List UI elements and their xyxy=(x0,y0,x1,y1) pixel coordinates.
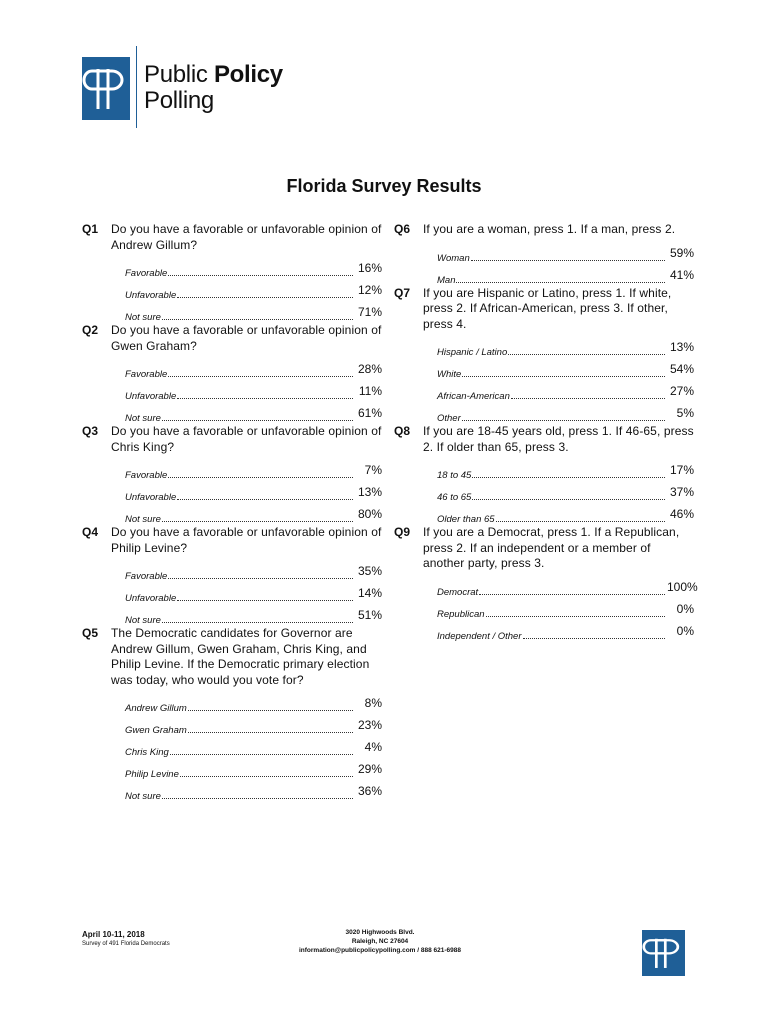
answer-value: 37% xyxy=(669,485,694,499)
right-column xyxy=(394,222,698,642)
answer-value: 51% xyxy=(357,608,382,622)
question-block xyxy=(394,286,694,425)
answer-label: African-American xyxy=(437,391,510,402)
question-text: If you are a Democrat, press 1. If a Republican, press 2. If an independent or a member of another party, press 3. xyxy=(423,525,680,570)
answer-value: 4% xyxy=(364,740,382,754)
left-column xyxy=(82,222,382,802)
answer-list xyxy=(125,358,382,424)
dot-leader xyxy=(162,520,353,522)
question-block xyxy=(394,424,694,525)
answer-value: 0% xyxy=(676,601,694,616)
answer-value: 46% xyxy=(669,507,694,521)
question-number: Q3 xyxy=(82,424,99,438)
answer-label: 18 to 45 xyxy=(437,470,472,481)
logo-word-policy: Policy xyxy=(213,61,283,88)
answer-label: Andrew Gillum xyxy=(125,703,187,714)
dot-leader xyxy=(162,419,353,421)
dot-leader xyxy=(456,281,665,283)
answer-row xyxy=(125,358,382,380)
answer-row xyxy=(125,560,382,582)
question-block xyxy=(82,323,382,424)
question-text: Do you have a favorable or unfavorable opinion of Chris King? xyxy=(111,424,382,454)
answer-label: Favorable xyxy=(125,470,168,481)
question-text: If you are Hispanic or Latino, press 1. If white, press 2. If African-American, press 3. If other, press 4. xyxy=(423,285,672,331)
dot-leader xyxy=(472,498,665,500)
answer-label: Not sure xyxy=(125,413,161,424)
answer-value: 8% xyxy=(364,696,382,710)
answer-label: Unfavorable xyxy=(125,290,177,301)
logo-wordmark xyxy=(144,62,283,114)
answer-label: Hispanic / Latino xyxy=(437,347,508,358)
answer-value: 7% xyxy=(364,463,382,477)
answer-label: Chris King xyxy=(125,747,169,758)
ppp-logo xyxy=(82,46,283,128)
answer-label: Unfavorable xyxy=(125,593,177,604)
question-number: Q6 xyxy=(394,222,411,236)
answer-row xyxy=(437,459,694,481)
dot-leader xyxy=(511,397,665,399)
answer-value: 28% xyxy=(357,362,382,376)
answer-row xyxy=(437,598,694,620)
answer-row xyxy=(125,301,382,323)
answer-label: Independent / Other xyxy=(437,630,522,642)
answer-label: Unfavorable xyxy=(125,391,177,402)
dot-leader xyxy=(188,709,353,711)
answer-row xyxy=(125,481,382,503)
answer-list xyxy=(437,336,694,424)
dot-leader xyxy=(523,637,665,639)
answer-value: 23% xyxy=(357,718,382,732)
answer-value: 59% xyxy=(669,245,694,260)
answer-row xyxy=(125,736,382,758)
answer-label: 46 to 65 xyxy=(437,492,472,503)
question-number: Q2 xyxy=(82,323,99,337)
answer-value: 17% xyxy=(669,463,694,477)
answer-list xyxy=(125,560,382,626)
answer-value: 35% xyxy=(357,564,382,578)
answer-list xyxy=(125,692,382,802)
question-number: Q1 xyxy=(82,222,99,236)
dot-leader xyxy=(162,621,353,623)
answer-row xyxy=(125,692,382,714)
logo-word-public: Public xyxy=(144,61,214,88)
answer-row xyxy=(437,242,694,264)
answer-row xyxy=(125,402,382,424)
answer-row xyxy=(437,402,694,424)
answer-label: Republican xyxy=(437,608,485,620)
answer-row xyxy=(125,380,382,402)
answer-label: Philip Levine xyxy=(125,769,179,780)
footer-left xyxy=(82,930,170,947)
answer-row xyxy=(437,503,694,525)
question-header xyxy=(394,525,694,572)
answer-label: Man xyxy=(437,274,456,286)
answer-value: 11% xyxy=(358,384,382,398)
answer-label: Not sure xyxy=(125,312,161,323)
dot-leader xyxy=(162,797,353,799)
answer-label: Favorable xyxy=(125,571,168,582)
answer-label: Gwen Graham xyxy=(125,725,187,736)
answer-row xyxy=(125,604,382,626)
footer-contact: information@publicpolicypolling.com / 888 621-6988 xyxy=(298,947,461,954)
question-header xyxy=(82,323,382,354)
answer-value: 41% xyxy=(669,267,694,282)
dot-leader xyxy=(471,259,665,261)
answer-list xyxy=(437,459,694,525)
question-number: Q9 xyxy=(394,525,411,539)
answer-value: 36% xyxy=(357,784,382,798)
answer-list xyxy=(437,242,694,286)
dot-leader xyxy=(462,375,665,377)
question-number: Q7 xyxy=(394,285,411,300)
question-number: Q5 xyxy=(82,626,99,640)
answer-value: 16% xyxy=(357,261,382,275)
dot-leader xyxy=(168,476,353,478)
question-number: Q4 xyxy=(82,525,99,539)
answer-row xyxy=(437,336,694,358)
answer-row xyxy=(125,459,382,481)
logo-word-polling: Polling xyxy=(144,87,214,114)
answer-label: Favorable xyxy=(125,268,168,279)
footer-address xyxy=(250,928,510,955)
dot-leader xyxy=(168,375,353,377)
dot-leader xyxy=(508,353,665,355)
answer-value: 0% xyxy=(676,623,694,638)
question-text: The Democratic candidates for Governor are Andrew Gillum, Gwen Graham, Chris King, and Philip Levine. If the Democratic primary election was today, who would you vote for? xyxy=(111,626,370,687)
dot-leader xyxy=(479,593,665,595)
footer-address-street: 3020 Highwoods Blvd. xyxy=(345,929,415,936)
answer-label: Older than 65 xyxy=(437,514,495,525)
answer-row xyxy=(125,257,382,279)
dot-leader xyxy=(177,296,353,298)
question-block xyxy=(82,222,382,323)
question-text: If you are 18-45 years old, press 1. If 46-65, press 2. If older than 65, press 3. xyxy=(423,424,694,454)
answer-list xyxy=(125,257,382,323)
dot-leader xyxy=(177,599,353,601)
answer-row xyxy=(437,620,694,642)
answer-list xyxy=(437,576,698,642)
question-block xyxy=(394,525,698,642)
question-text: If you are a woman, press 1. If a man, press 2. xyxy=(423,222,676,236)
question-header xyxy=(82,626,382,688)
footer-survey: Survey of 491 Florida Democrats xyxy=(82,941,170,947)
question-header xyxy=(394,424,694,455)
dot-leader xyxy=(486,615,665,617)
question-block xyxy=(82,525,382,626)
answer-value: 14% xyxy=(357,586,382,600)
footer-logo-icon xyxy=(642,930,685,976)
answer-list xyxy=(125,459,382,525)
answer-label: Unfavorable xyxy=(125,492,177,503)
dot-leader xyxy=(462,419,665,421)
ppp-logo-mark-icon xyxy=(82,57,130,120)
question-header xyxy=(82,424,382,455)
answer-label: Not sure xyxy=(125,791,161,802)
dot-leader xyxy=(180,775,353,777)
page-title: Florida Survey Results xyxy=(286,176,482,196)
answer-value: 12% xyxy=(357,283,382,297)
logo-divider xyxy=(136,46,137,128)
answer-row xyxy=(125,780,382,802)
question-block xyxy=(82,626,382,802)
dot-leader xyxy=(472,476,665,478)
question-text: Do you have a favorable or unfavorable opinion of Gwen Graham? xyxy=(111,323,382,353)
question-header xyxy=(394,286,694,333)
answer-value: 29% xyxy=(357,762,382,776)
footer-date: April 10-11, 2018 xyxy=(82,930,145,939)
answer-row xyxy=(125,503,382,525)
answer-value: 27% xyxy=(669,384,694,398)
answer-value: 61% xyxy=(357,406,382,420)
question-header xyxy=(82,525,382,556)
answer-row xyxy=(437,380,694,402)
answer-label: Favorable xyxy=(125,369,168,380)
answer-row xyxy=(125,582,382,604)
answer-label: Democrat xyxy=(437,586,479,598)
footer-address-city: Raleigh, NC 27604 xyxy=(351,938,409,945)
answer-label: Not sure xyxy=(125,514,161,525)
answer-row xyxy=(125,714,382,736)
question-text: Do you have a favorable or unfavorable opinion of Andrew Gillum? xyxy=(111,222,382,252)
dot-leader xyxy=(170,753,353,755)
answer-row xyxy=(437,481,694,503)
answer-row xyxy=(437,358,694,380)
dot-leader xyxy=(168,274,353,276)
question-text: Do you have a favorable or unfavorable opinion of Philip Levine? xyxy=(111,525,382,555)
answer-row xyxy=(125,758,382,780)
question-block xyxy=(394,222,694,286)
answer-label: White xyxy=(437,369,462,380)
answer-value: 71% xyxy=(357,305,382,319)
question-header xyxy=(82,222,382,253)
dot-leader xyxy=(188,731,353,733)
answer-label: Woman xyxy=(437,252,470,264)
dot-leader xyxy=(168,577,353,579)
answer-value: 13% xyxy=(669,340,694,354)
answer-label: Other xyxy=(437,413,461,424)
dot-leader xyxy=(162,318,353,320)
dot-leader xyxy=(177,498,353,500)
answer-value: 100% xyxy=(667,579,698,594)
answer-value: 13% xyxy=(357,485,382,499)
answer-row xyxy=(437,576,698,598)
question-header xyxy=(394,222,694,238)
dot-leader xyxy=(496,520,665,522)
question-block xyxy=(82,424,382,525)
answer-value: 80% xyxy=(357,507,382,521)
answer-value: 5% xyxy=(676,406,694,420)
answer-value: 54% xyxy=(669,362,694,376)
answer-row xyxy=(437,264,694,286)
answer-row xyxy=(125,279,382,301)
answer-label: Not sure xyxy=(125,615,161,626)
question-number: Q8 xyxy=(394,424,411,438)
dot-leader xyxy=(177,397,353,399)
